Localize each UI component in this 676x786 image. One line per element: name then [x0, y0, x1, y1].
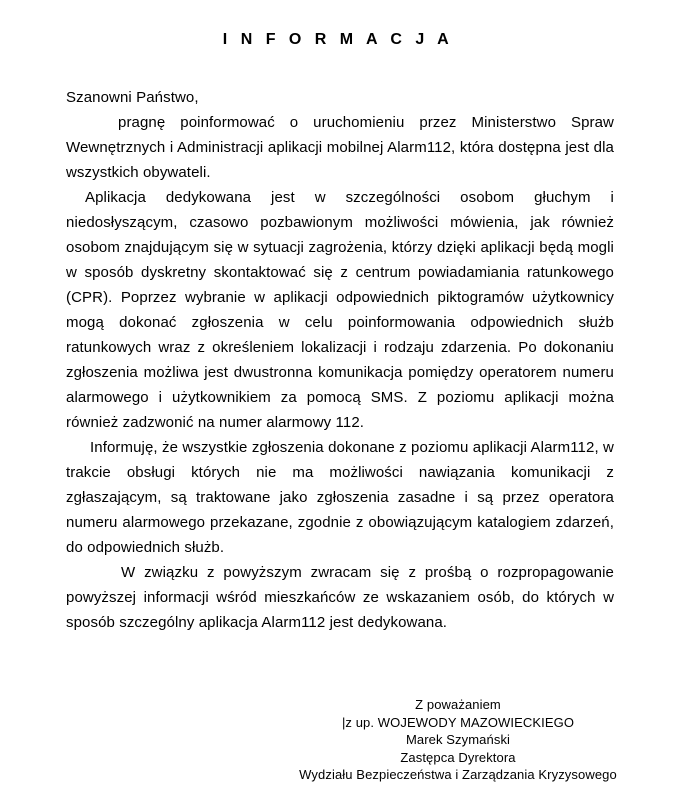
- salutation: Szanowni Państwo,: [66, 89, 199, 106]
- letter-body: [66, 85, 614, 635]
- signature-name: Marek Szymański: [405, 732, 511, 747]
- paragraph-intro: pragnę poinformować o uruchomieniu przez Ministerstwo Spraw Wewnętrznych i Administracji aplikacji mobilnej Alarm112, która dostępna jest dla wszystkich obywateli.: [66, 114, 614, 181]
- paragraph-reports-handling: Informuję, że wszystkie zgłoszenia dokonane z poziomu aplikacji Alarm112, w trakcie obsługi których nie ma możliwości nawiązania komunikacji z zgłaszającym, są traktowane jako zgłoszenia zasadne i są przez operatora numeru alarmowego przekazane, zgodnie z obowiązującym katalogiem zdarzeń, do odpowiednich służb.: [66, 439, 614, 556]
- signature-closing: Z poważaniem: [415, 697, 501, 712]
- signature-department: Wydziału Bezpieczeństwa i Zarządzania Kryzysowego: [299, 767, 617, 782]
- paragraph-app-description: Aplikacja dedykowana jest w szczególności osobom głuchym i niedosłyszącym, czasowo pozbawionym możliwości mówienia, jak również osobom znajdującym się w sytuacji zagrożenia, którzy dzięki aplikacji będą mogli w sposób dyskretny skontaktować się z centrum powiadamiania ratunkowego (CPR). Poprzez wybranie w aplikacji odpowiednich piktogramów użytkownicy mogą dokonać zgłoszenia w celu poinformowania odpowiednich służb ratunkowych wraz z określeniem lokalizacji i rodzaju zdarzenia. Po dokonaniu zgłoszenia możliwa jest dwustronna komunikacja pomiędzy operatorem numeru alarmowego i użytkownikiem za pomocą SMS. Z poziomu aplikacji można również zadzwonić na numer alarmowy 112.: [66, 189, 614, 431]
- signature-block: [240, 696, 676, 784]
- signature-authority: |z up. WOJEWODY MAZOWIECKIEGO: [341, 714, 575, 730]
- paragraph-request: W związku z powyższym zwracam się z prośbą o rozpropagowanie powyższej informacji wśród mieszkańców ze wskazaniem osób, do których w sposób szczególny aplikacja Alarm112 jest dedykowana.: [66, 564, 614, 631]
- signature-position: Zastępca Dyrektora: [400, 749, 516, 765]
- document-title: I N F O R M A C J A: [222, 31, 454, 48]
